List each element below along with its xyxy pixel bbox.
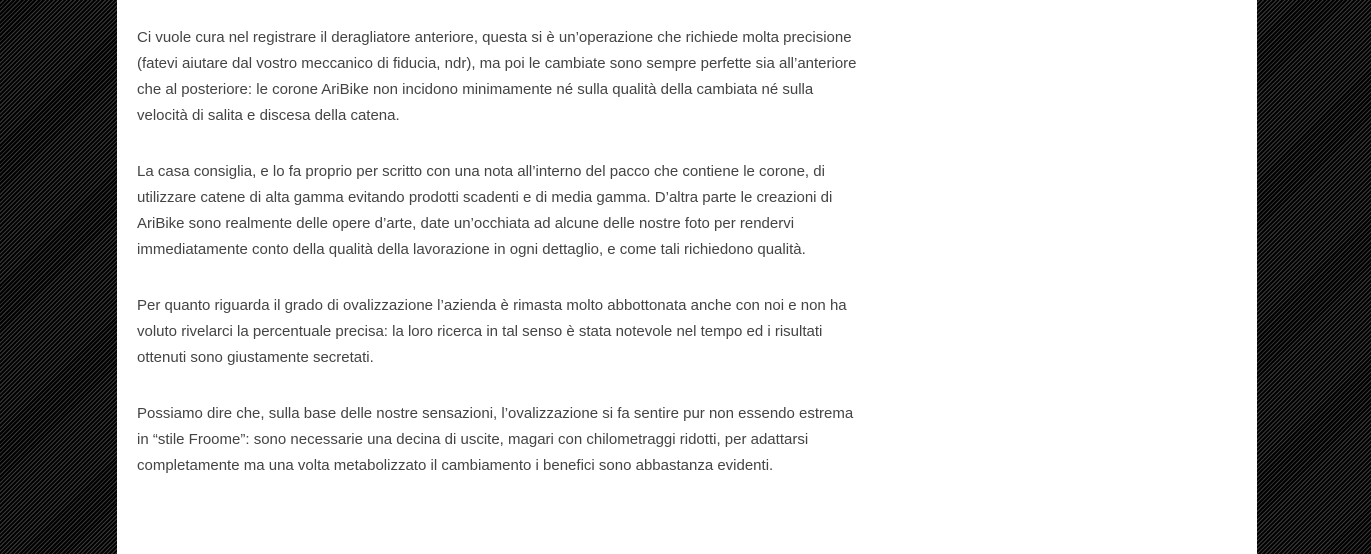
article-paragraph-2: La casa consiglia, e lo fa proprio per scritto con una nota all’interno del pacco che contiene le corone, di utilizzare catene di alta gamma evitando prodotti scadenti e di media gamma. D’altra parte le creazioni di AriBike sono realmente delle opere d’arte, date un’occhiata ad alcune delle nostre foto per rendervi immediatamente conto della qualità della lavorazione in ogni dettaglio, e come tali richiedono qualità. (137, 163, 833, 258)
article-paragraph-4: Possiamo dire che, sulla base delle nostre sensazioni, l’ovalizzazione si fa sentire pur non essendo estrema in “stile Froome”: sono necessarie una decina di uscite, magari con chilometraggi ridotti, per adattarsi completamente ma una volta metabolizzato il cambiamento i benefici sono abbastanza evidenti. (137, 405, 854, 474)
page-content (117, 0, 1257, 554)
article-paragraph-1: Ci vuole cura nel registrare il deragliatore anteriore, questa si è un’operazione che richiede molta precisione (fatevi aiutare dal vostro meccanico di fiducia, ndr), ma poi le cambiate sono sempre perfette sia all’anteriore che al posteriore: le corone AriBike non incidono minimamente né sulla qualità della cambiata né sulla velocità di salita e discesa della catena. (137, 29, 857, 124)
article-paragraph-3: Per quanto riguarda il grado di ovalizzazione l’azienda è rimasta molto abbottonata anche con noi e non ha voluto rivelarci la percentuale precisa: la loro ricerca in tal senso è stata notevole nel tempo ed i risultati ottenuti sono giustamente secretati. (137, 297, 847, 366)
article-body (137, 25, 857, 509)
